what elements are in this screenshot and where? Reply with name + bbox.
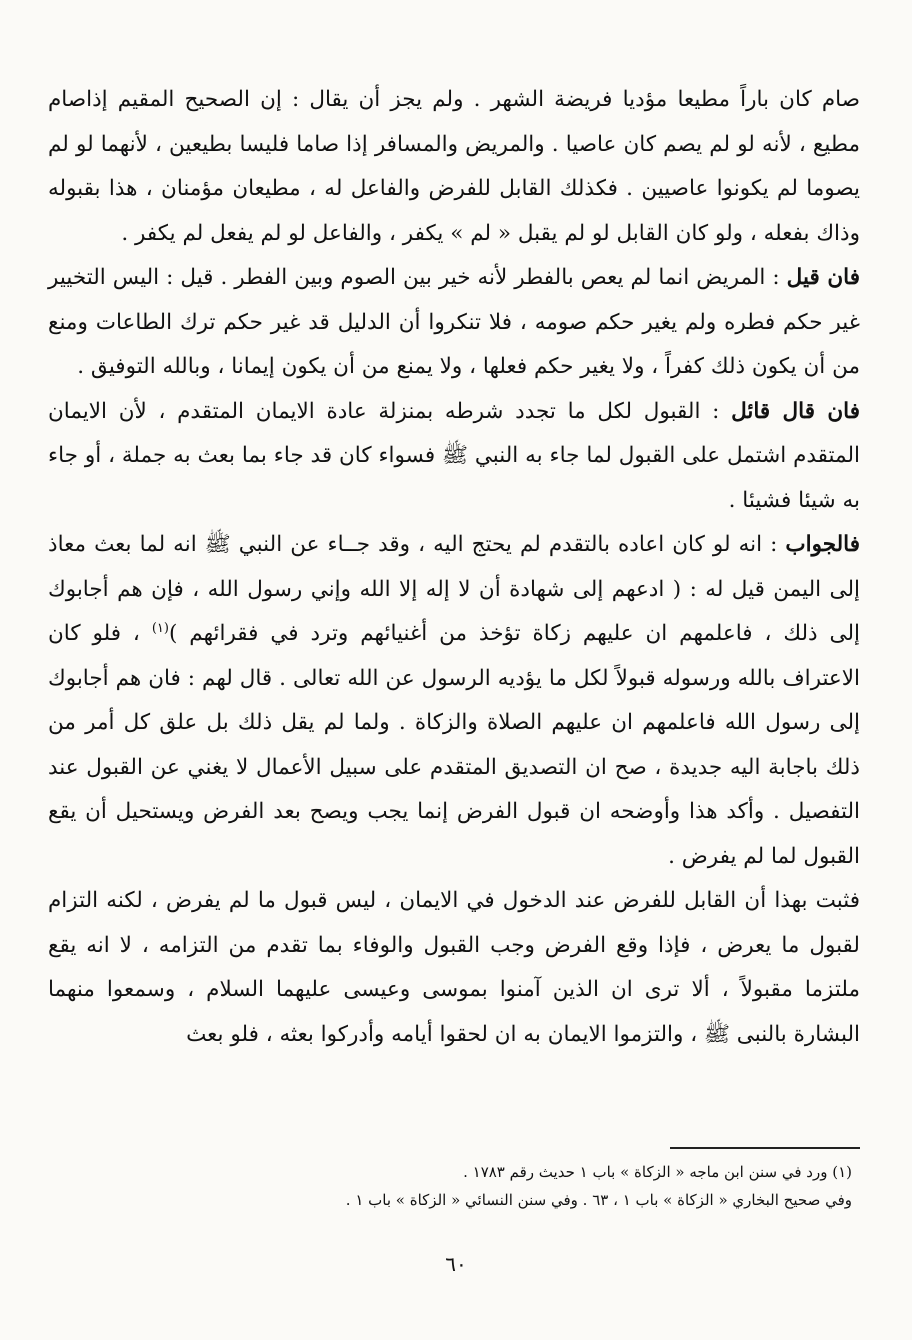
paragraph-2: [48, 256, 860, 390]
footnote-marker: (١): [151, 620, 169, 636]
paragraph-3-lead: فان قال قائل: [731, 398, 860, 424]
paragraph-3-text: : القبول لكل ما تجدد شرطه بمنزلة عادة الايمان المتقدم ، لأن الايمان المتقدم اشتمل على القبول لما جاء به النبي ﷺ فسواء كان قد جاء بما بعث به جملة ، أو جاء به شيئا فشيئا .: [48, 398, 860, 513]
paragraph-1-text: صام كان باراً مطيعا مؤديا فريضة الشهر . ولم يجز أن يقال : إن الصحيح المقيم إذاصام مطيع ، لأنه لو لم يصم كان عاصيا . والمريض والمسافر إذا صاما فليسا بطيعين ، لأنهما لو لم يصوما لم يكونوا عاصيين . فكذلك القابل للفرض والفاعل له ، مطيعان مؤمنان ، هذا بقبوله وذاك بفعله ، ولو كان القابل لو لم يقبل « لم » يكفر ، والفاعل لو لم يفعل لم يكفر .: [48, 87, 860, 246]
paragraph-2-text: : المريض انما لم يعص بالفطر لأنه خير بين الصوم وبين الفطر . قيل : اليس التخيير غير حكم فطره ولم يغير حكم صومه ، فلا تنكروا أن الدليل قد غير حكم ترك الطاعات ومنع من أن يكون ذلك كفراً ، ولا يغير حكم فعلها ، ولا يمنع من أن يكون إيمانا ، وبالله التوفيق .: [48, 265, 860, 379]
paragraph-1: [48, 78, 860, 256]
footnotes: [60, 1158, 852, 1214]
paragraph-4-tail: ، فلو كان الاعتراف بالله ورسوله قبولاً لكل ما يؤديه الرسول عن الله تعالى . قال لهم : فان هم أجابوك إلى رسول الله فاعلمهم ان عليهم الصلاة والزكاة . ولما لم يقل ذلك بل علق كل أمر من ذلك باجابة اليه جديدة ، صح ان التصديق المتقدم على سبيل الأعمال لا يغني عن القبول عند التفصيل . وأكد هذا وأوضحه ان قبول الفرض إنما يجب ويصح بعد الفرض ويستحيل أن يقع القبول لما لم يفرض .: [48, 621, 860, 869]
paragraph-5: [48, 879, 860, 1057]
paragraph-4: [48, 523, 860, 879]
paragraph-4-lead: فالجواب: [785, 532, 860, 557]
paragraph-2-lead: فان قيل: [786, 265, 860, 290]
footnote-1: (١) ورد في سنن ابن ماجه « الزكاة » باب ١ حديث رقم ١٧٨٣ .: [463, 1163, 852, 1181]
paragraph-5-text: فثبت بهذا أن القابل للفرض عند الدخول في الايمان ، ليس قبول ما لم يفرض ، لكنه التزام لقبول ما يعرض ، فإذا وقع الفرض وجب القبول والوفاء بما تقدم من التزامه ، لا انه يقع ملتزما مقبولاً ، ألا ترى ان الذين آمنوا بموسى وعيسى عليهما السلام ، وسمعوا منهما البشارة بالنبى ﷺ ، والتزموا الايمان به ان لحقوا أيامه وأدركوا بعثه ، فلو بعث: [48, 888, 860, 1047]
footnote-1-continued: وفي صحيح البخاري « الزكاة » باب ١ ، ٦٣ . وفي سنن النسائي « الزكاة » باب ١ .: [345, 1191, 852, 1209]
paragraph-3: [48, 390, 860, 524]
page-number: ٦٠: [445, 1252, 467, 1276]
footnote-separator: [670, 1147, 860, 1149]
paragraph-4-text: : انه لو كان اعاده بالتقدم لم يحتج اليه ، وقد جــاء عن النبي ﷺ انه لما بعث معاذ إلى اليمن قيل له : ( ادعهم إلى شهادة أن لا إله إلا الله وإني رسول الله ، فإن هم أجابوك إلى ذلك ، فاعلمهم ان عليهم زكاة تؤخذ من أغنيائهم وترد في فقرائهم ): [48, 532, 860, 646]
